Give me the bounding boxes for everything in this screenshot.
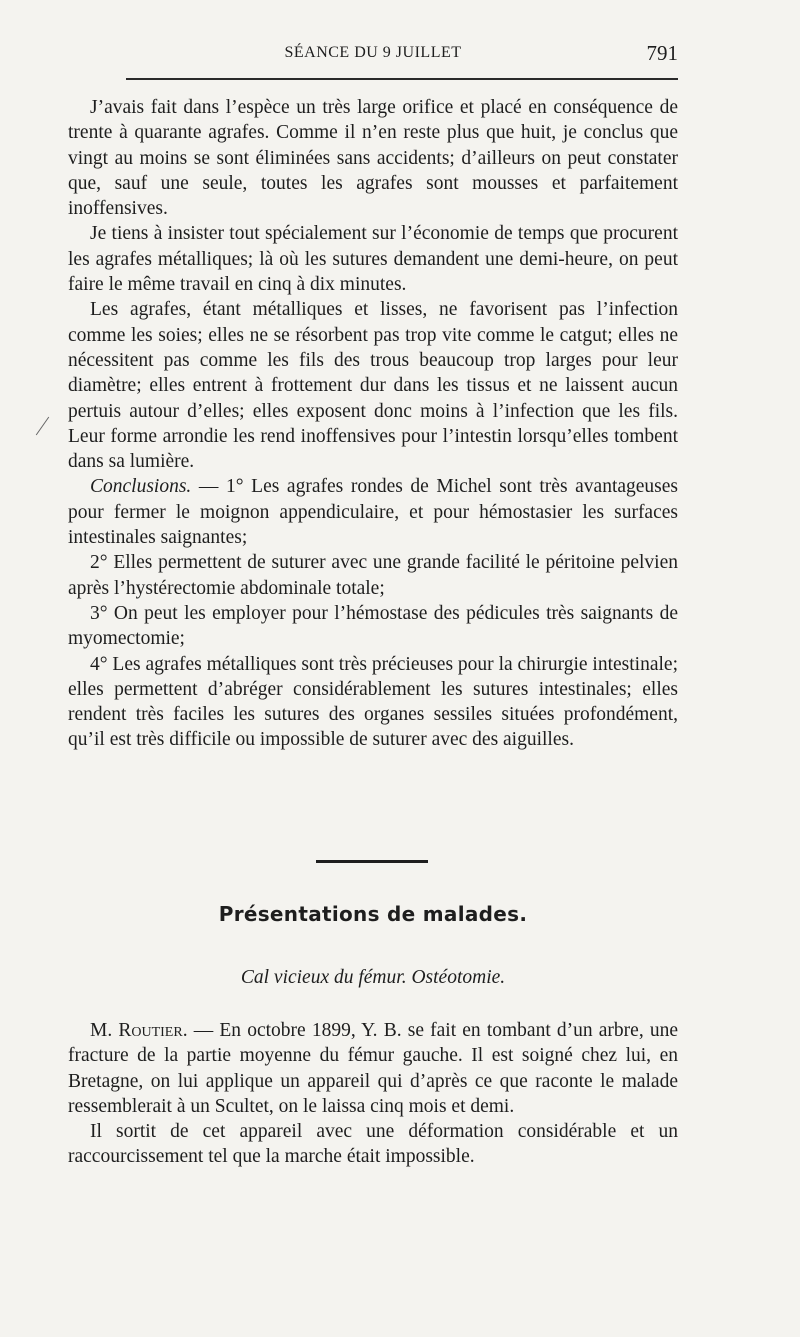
header-rule — [126, 78, 678, 80]
paragraph-text: — En octobre 1899, Y. B. se fait en tombant d’un arbre, une fracture de la partie moyenne du fémur gauche. Il est soigné chez lui, en Bretagne, on lui applique un appareil qui d’après ce que raconte le malade ressemblerait à un Scultet, on le laissa cinq mois et demi. — [68, 1020, 679, 1117]
conclusion-item: 4° Les agrafes métalliques sont très précieuses pour la chirurgie intestinale; elles permettent d’abréger considérablement les sutures intestinales; elles rendent très faciles les sutures des organes sessiles situées profondément, qu’il est très difficile ou impossible de suturer avec des aiguilles. — [68, 653, 678, 751]
paragraph: Les agrafes, étant métalliques et lisses, ne favorisent pas l’infection comme les soies; elles ne se résorbent pas trop vite comme le catgut; elles ne nécessitent pas comme les fils des trous beaucoup trop larges pour leur diamètre; elles entrent à frottement dur dans les tissus et ne laissent aucun pertuis autour d’elles; elles exposent donc moins à l’infection que les fils. Leur forme arrondie les rend inoffensives pour l’intestin lorsqu’elles tombent dans sa lumière. — [68, 299, 678, 473]
paragraph: Il sortit de cet appareil avec une déformation considérable et un raccourcissement tel que la marche était impossible. — [68, 1121, 678, 1168]
main-text — [68, 95, 678, 753]
conclusion-item: 2° Elles permettent de suturer avec une grande facilité le péritoine pelvien après l’hystérectomie abdominale totale; — [68, 552, 678, 599]
section-text — [68, 1018, 678, 1170]
section-divider — [316, 860, 428, 863]
running-header — [68, 41, 678, 74]
conclusion-item — [68, 474, 678, 550]
conclusion-text: — 1° Les agrafes rondes de Michel sont très avantageuses pour fermer le moignon appendiculaire, et pour hémostasier les surfaces intestinales saignantes; — [68, 476, 679, 549]
page-number: 791 — [646, 41, 678, 65]
conclusions-label: Conclusions. — [90, 476, 192, 498]
margin-mark — [36, 417, 49, 436]
section-title: Présentations de malades. — [218, 902, 528, 926]
paragraph — [68, 1018, 678, 1119]
paragraph: J’avais fait dans l’espèce un très large orifice et placé en conséquence de trente à quarante agrafes. Comme il n’en reste plus que huit, je conclus que vingt au moins se sont éliminées sans accidents; d’ailleurs on peut constater que, sauf une seule, toutes les agrafes sont mousses et parfaitement inoffensives. — [68, 97, 678, 220]
speaker-name: M. Routier. — [90, 1020, 188, 1041]
section-subtitle: Cal vicieux du fémur. Ostéotomie. — [240, 967, 506, 988]
paragraph: Je tiens à insister tout spécialement sur l’économie de temps que procurent les agrafes métalliques; là où les sutures demandent une demi-heure, on peut faire le même travail en cinq à dix minutes. — [68, 223, 678, 296]
running-title: SÉANCE DU 9 JUILLET — [284, 44, 462, 61]
conclusion-item: 3° On peut les employer pour l’hémostase des pédicules très saignants de myomectomie; — [68, 602, 678, 650]
